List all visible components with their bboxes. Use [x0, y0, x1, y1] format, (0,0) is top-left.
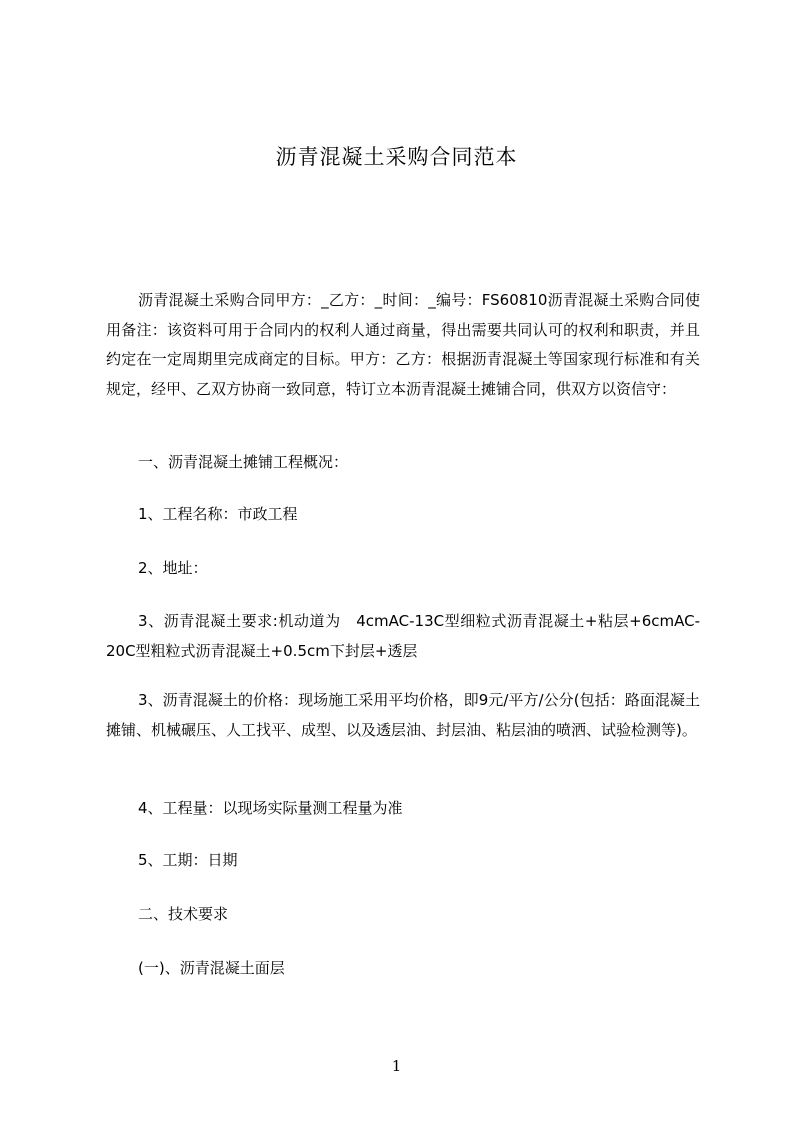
item-address: 2、地址： [138, 559, 208, 577]
subsection-heading-surface-layer: (一)、沥青混凝土面层 [138, 959, 285, 977]
intro-paragraph: 沥青混凝土采购合同甲方：_乙方：_时间：_编号：FS60810沥青混凝土采购合同使用备注：该资料可用于合同内的权利人通过商量，得出需要共同认可的权利和职责，并且约定在一定周期里完成商定的目标。甲方：乙方：根据沥青混凝土等国家现行标准和有关规定，经甲、乙双方协商一致同意，特订立本沥青混凝土摊铺合同，供双方以资信守： [106, 291, 700, 398]
document-title: 沥青混凝土采购合同范本 [275, 145, 518, 169]
page-number: 1 [391, 1057, 402, 1075]
item-concrete-requirements: 3、沥青混凝土要求:机动道为 4cmAC-13C型细粒式沥青混凝土+粘层+6cmAC-20C型粗粒式沥青混凝土+0.5cm下封层+透层 [106, 612, 700, 660]
item-project-name: 1、工程名称：市政工程 [138, 505, 298, 523]
item-concrete-price: 3、沥青混凝土的价格：现场施工采用平均价格，即9元/平方/公分(包括：路面混凝土摊铺、机械碾压、人工找平、成型、以及透层油、封层油、粘层油的喷洒、试验检测等)。 [106, 691, 700, 739]
item-quantity: 4、工程量：以现场实际量测工程量为准 [138, 799, 403, 817]
section-heading-technical: 二、技术要求 [138, 905, 229, 923]
section-heading-overview: 一、沥青混凝土摊铺工程概况： [138, 453, 349, 471]
item-duration: 5、工期：日期 [138, 851, 238, 869]
